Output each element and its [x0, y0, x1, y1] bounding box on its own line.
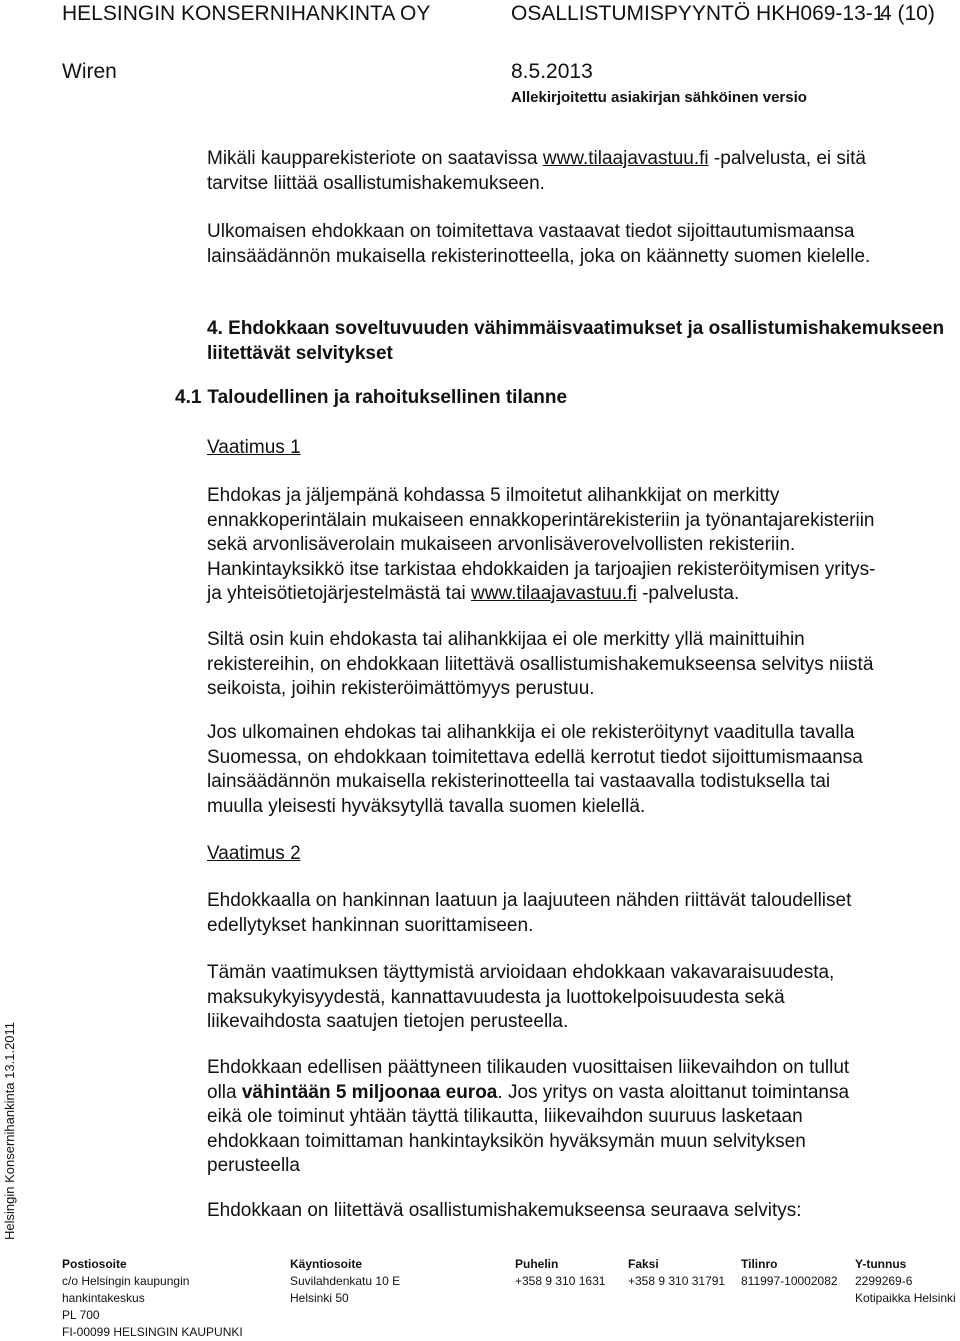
tilaajavastuu-link[interactable]: www.tilaajavastuu.fi [542, 148, 709, 169]
footer-phone: Puhelin +358 9 310 1631 [515, 1257, 606, 1288]
paragraph-6: Ehdokkaalla on hankinnan laatuun ja laajuuteen nähden riittävät taloudelliset edellytykset hankinnan suorittamiseen. [207, 890, 852, 936]
author: Wiren [62, 60, 117, 83]
signed-note: Allekirjoitettu asiakirjan sähköinen versio [511, 89, 807, 106]
paragraph-8: Ehdokkaan edellisen päättyneen tilikauden vuosittaisen liikevaihdon on tullut olla vähintään 5 miljoonaa euroa. Jos yritys on vasta aloittanut toimintansa eikä ole toiminut yhtään täyttä tilikautta, liikevaihdon suuruus lasketaan ehdokkaan toimittaman hankintayksikön hyväksymän muun selvityksen perusteella [207, 1057, 850, 1176]
footer-visit: Käyntiosoite Suvilahdenkatu 10 E Helsinki 50 [290, 1257, 401, 1305]
document-id: OSALLISTUMISPYYNTÖ HKH069-13-1 [511, 2, 885, 25]
paragraph-2: Ulkomaisen ehdokkaan on toimitettava vastaavat tiedot sijoittautumismaansa lainsäädännön mukaisella rekisterinotteella, joka on käännetty suomen kielelle. [207, 221, 871, 267]
paragraph-1: Mikäli kaupparekisteriote on saatavissa www.tilaajavastuu.fi -palvelusta, ei sitä tarvitse liittää osallistumishakemukseen. [207, 148, 866, 194]
document-date: 8.5.2013 [511, 60, 593, 83]
paragraph-4: Siltä osin kuin ehdokasta tai alihankkijaa ei ole merkitty yllä mainittuihin rekistereihin, on ehdokkaan liitettävä osallistumishakemukseensa selvitys niistä seikoista, joihin rekisteröimättömyys perustuu. [207, 629, 874, 699]
side-stamp: Helsingin Konsernihankinta 13.1.2011 [2, 1021, 17, 1240]
footer-postal: Postiosoite c/o Helsingin kaupungin hankintakeskus PL 700 FI-00099 HELSINGIN KAUPUNKI [62, 1257, 243, 1339]
paragraph-5: Jos ulkomainen ehdokas tai alihankkija ei ole rekisteröitynyt vaaditulla tavalla Suomessa, on ehdokkaan toimitettava edellä kerrotut tiedot sijoittumismaansa lainsäädännön mukaisella rekisterinotteella tai vastaavalla todistuksella tai muulla yleisesti hyväksytyllä tavalla suomen kielellä. [207, 722, 863, 817]
footer-account: Tilinro 811997-10002082 [741, 1257, 838, 1288]
paragraph-3: Ehdokas ja jäljempänä kohdassa 5 ilmoitetut alihankkijat on merkitty ennakkoperintälain mukaiseen ennakkoperintärekisteriin ja työnantajarekisteriin sekä arvonlisäverolain mukaiseen arvonlisäverovelvollisten rekisteriin. Hankintayksikkö itse tarkistaa ehdokkaiden ja tarjoajien rekisteröitymisen yritys- ja yhteisötietojärjestelmästä tai www.tilaajavastuu.fi -palvelusta. [207, 485, 876, 604]
company-name: HELSINGIN KONSERNIHANKINTA OY [62, 2, 431, 25]
requirement-2-heading: Vaatimus 2 [207, 843, 301, 864]
requirement-1-heading: Vaatimus 1 [207, 437, 301, 458]
minimum-turnover: vähintään 5 miljoonaa euroa [241, 1081, 498, 1103]
footer-fax: Faksi +358 9 310 31791 [628, 1257, 726, 1288]
footer-ytunnus: Y-tunnus 2299269-6 Kotipaikka Helsinki [855, 1257, 956, 1305]
paragraph-9: Ehdokkaan on liitettävä osallistumishakemukseensa seuraava selvitys: [207, 1200, 802, 1221]
page-number: 4 (10) [880, 2, 935, 25]
paragraph-7: Tämän vaatimuksen täyttymistä arvioidaan ehdokkaan vakavaraisuudesta, maksukykyisyydestä, kannattavuudesta ja luottokelpoisuudesta sekä liikevaihdosta saatujen tietojen perusteella. [207, 962, 835, 1032]
section-4-heading: 4. Ehdokkaan soveltuvuuden vähimmäisvaatimukset ja osallistumishakemukseen liitettävät selvitykset [207, 318, 945, 364]
section-4-1-heading: 4.1 Taloudellinen ja rahoituksellinen tilanne [175, 387, 568, 408]
tilaajavastuu-link-2[interactable]: www.tilaajavastuu.fi [471, 583, 637, 604]
